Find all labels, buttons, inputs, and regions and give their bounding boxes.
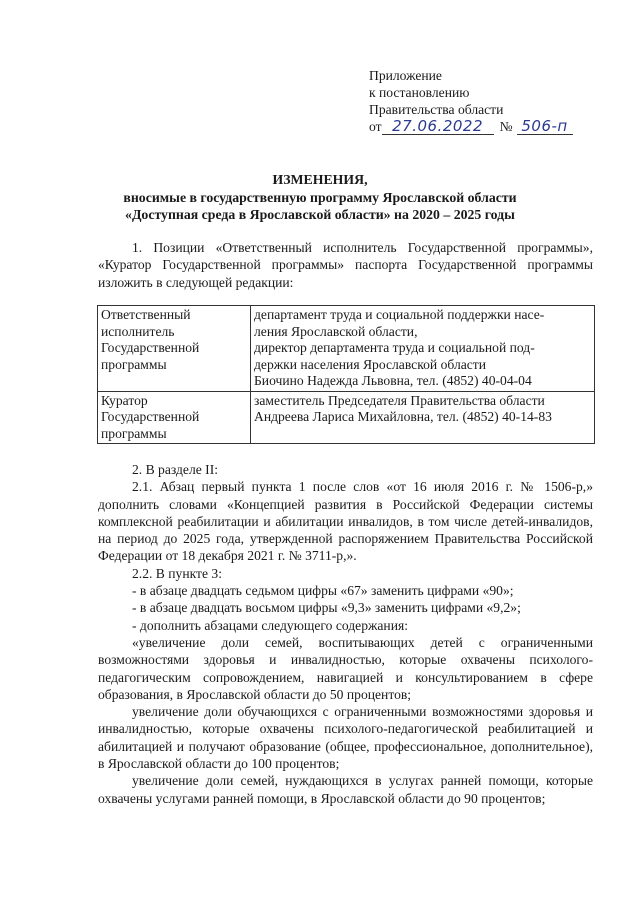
appendix-line-1: Приложение xyxy=(369,68,442,83)
quoted-paragraph: «увеличение доли семей, воспитывающих детей с ограниченными возможностями здоровья и инвалидностью, которые охвачены психолого-педагогическим сопровождением, навигацией и консультированием в сфере образования, в Ярославской области до 50 процентов; xyxy=(98,634,593,702)
number-sign: № xyxy=(499,119,513,134)
amendment-paragraph: 2.1. Абзац первый пункта 1 после слов «от 16 июля 2016 г. № 1506-р,» дополнить словами «Концепцией развития в Российской Федерации системы комплексной реабилитации и абилитации инвалидов, в том числе детей-инвалидов, на период до 2025 года, утвержденной распоряжением Правительства Российской Федерации от 18 декабря 2021 г. № 3711-р,». xyxy=(98,479,593,564)
cell-line: заместитель Председателя Правительства области xyxy=(254,392,545,408)
list-item: - в абзаце двадцать седьмом цифры «67» заменить цифрами «90»; xyxy=(132,583,514,599)
date-prefix: от xyxy=(369,119,382,134)
appendix-line-2: к постановлению xyxy=(369,85,470,100)
appendix-block xyxy=(369,67,619,135)
cell-line: ления Ярославской области, xyxy=(254,323,418,339)
intro-paragraph-block xyxy=(98,239,593,291)
title-heading: ИЗМЕНЕНИЯ, xyxy=(272,172,368,187)
cell-line: Государственной xyxy=(101,409,200,424)
table-cell-label xyxy=(98,306,251,392)
subsection-paragraph: 2.2. В пункте 3: xyxy=(132,565,222,581)
cell-line: Ответственный xyxy=(101,307,191,322)
section-paragraph: 2. В разделе II: xyxy=(132,462,219,477)
quoted-paragraph: увеличение доли обучающихся с ограниченными возможностями здоровья и инвалидностью, которые охвачены психолого-педагогической реабилитацией и абилитацией и получают образование (общее, профессиональное, дополнительное), в Ярославской области до 100 процентов; xyxy=(98,704,593,772)
table-cell-value xyxy=(251,306,595,392)
cell-line: директор департамента труда и социальной под- xyxy=(254,340,535,355)
passport-table xyxy=(97,305,595,444)
cell-line: Государственной xyxy=(101,340,200,355)
quoted-paragraph: увеличение доли семей, нуждающихся в услугах ранней помощи, которые охвачены услугами ранней помощи, в Ярославской области до 90 процентов; xyxy=(98,773,593,806)
cell-line: Биочино Надежда Львовна, тел. (4852) 40-04-04 xyxy=(254,373,532,388)
table-row xyxy=(98,391,595,444)
body-text xyxy=(98,461,593,807)
cell-line: программы xyxy=(101,356,167,372)
table-cell-label xyxy=(98,391,251,444)
cell-line: Андреева Лариса Михайловна, тел. (4852) 40-14-83 xyxy=(254,409,552,424)
cell-line: Куратор xyxy=(101,392,148,408)
cell-line: исполнитель xyxy=(101,323,175,339)
title-line-3: «Доступная среда в Ярославской области» на 2020 – 2025 годы xyxy=(125,207,515,222)
title-line-2: вносимые в государственную программу Ярославской области xyxy=(123,189,517,205)
document-title xyxy=(100,171,540,224)
list-item: - в абзаце двадцать восьмом цифры «9,3» заменить цифрами «9,2»; xyxy=(132,600,521,616)
handwritten-number: 506-п xyxy=(517,118,573,135)
table-row xyxy=(98,306,595,392)
appendix-date-line xyxy=(369,118,619,135)
cell-line: программы xyxy=(101,425,167,441)
table-cell-value xyxy=(251,391,595,444)
cell-line: держки населения Ярославской области xyxy=(254,356,487,372)
intro-paragraph: 1. Позиции «Ответственный исполнитель Государственной программы», «Куратор Государственной программы» паспорта Государственной программы изложить в следующей редакции: xyxy=(98,240,593,290)
handwritten-date: 27.06.2022 xyxy=(382,118,494,135)
cell-line: департамент труда и социальной поддержки насе- xyxy=(254,307,545,322)
appendix-line-3: Правительства области xyxy=(369,102,504,117)
list-item: - дополнить абзацами следующего содержания: xyxy=(132,617,409,633)
